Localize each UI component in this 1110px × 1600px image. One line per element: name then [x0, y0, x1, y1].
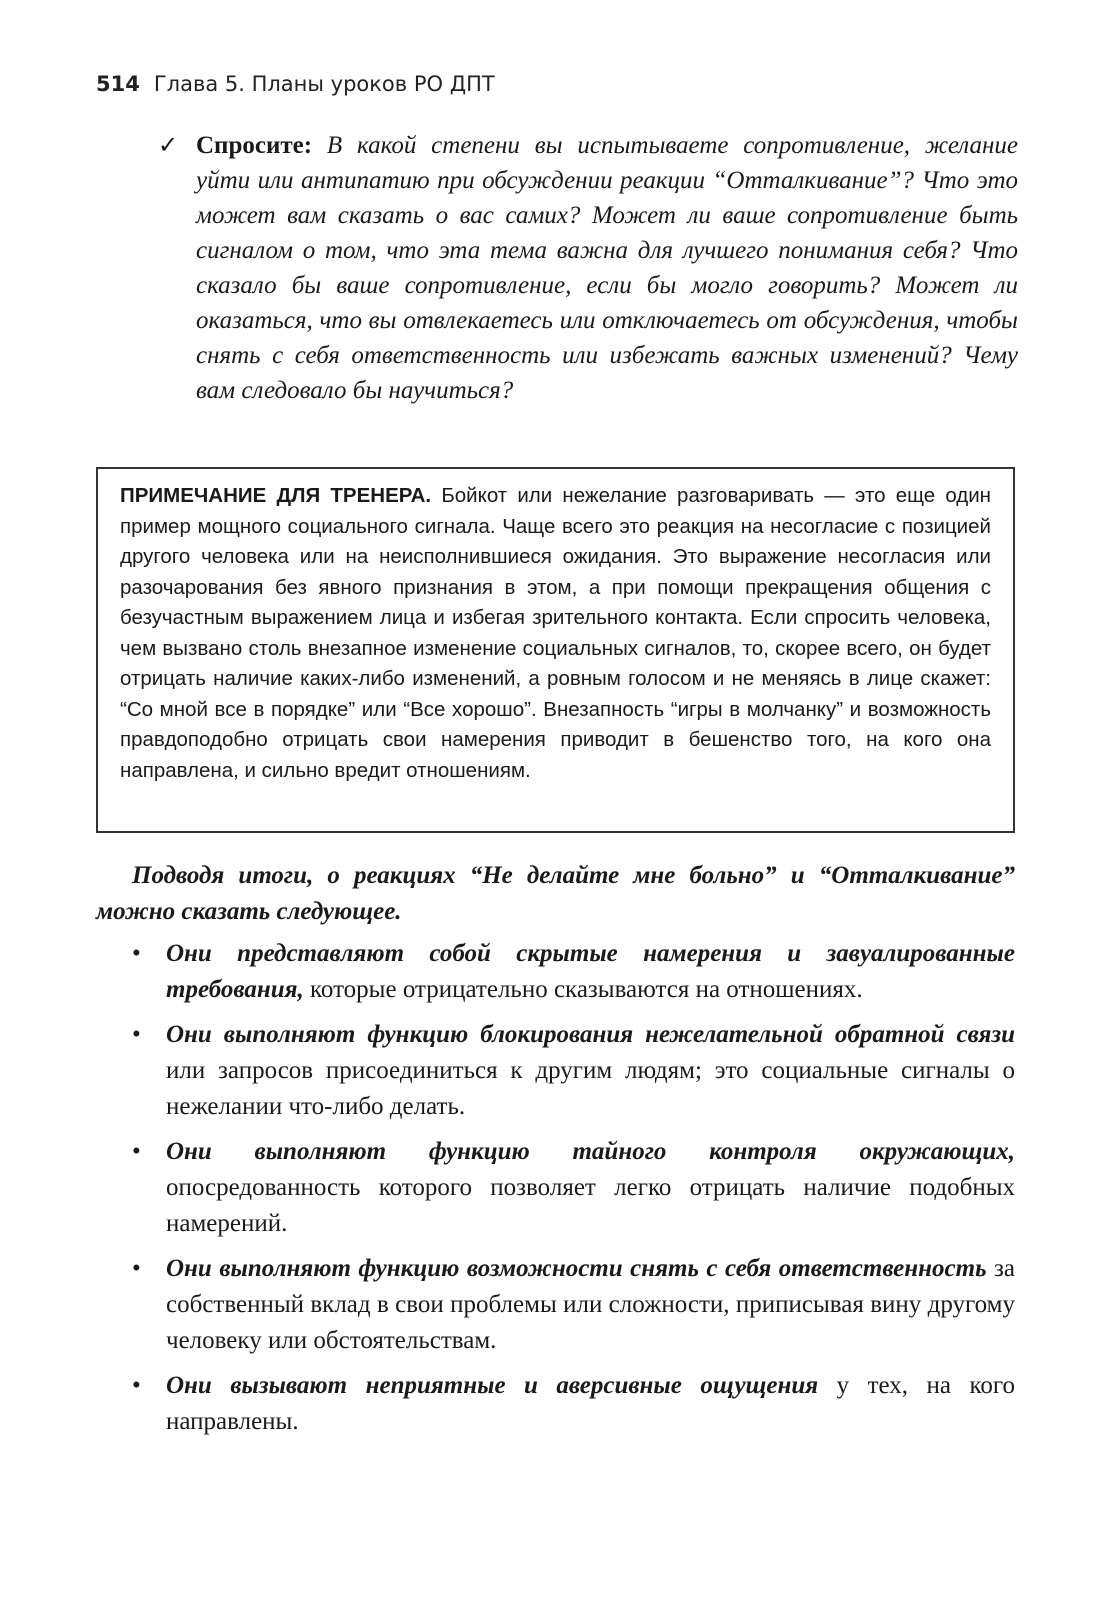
- list-item: [96, 1251, 1015, 1359]
- trainer-note-text: Бойкот или нежелание разговаривать — это еще один пример мощного социального сигнала. Чаще всего это реакция на несогласие с позицией другого человека или на неисполнившиеся ожидания. Это выражение несогласия или разочарования без явного признания в этом, а при помощи прекращения общения с безучастным выражением лица и избегая зрительного контакта. Если спросить человека, чем вызвано столь внезапное изменение социальных сигналов, то, скорее всего, он будет отрицать наличие каких-либо изменений, а ровным голосом и не меняясь в лице скажет: “Со мной все в порядке” или “Все хорошо”. Внезапность “игры в молчанку” и возможность правдоподобно отрицать свои намерения приводит в бешенство того, на кого она направлена, и сильно вредит отношениям.: [120, 484, 991, 782]
- ask-block: [158, 128, 1018, 408]
- running-title: Глава 5. Планы уроков РО ДПТ: [153, 72, 495, 96]
- list-item-emphasis: Они выполняют функцию блокирования нежелательной обратной связи: [166, 1021, 1015, 1048]
- list-item: [96, 1017, 1015, 1125]
- list-item-text: которые отрицательно сказываются на отношениях.: [303, 976, 863, 1003]
- ask-question-text: В какой степени вы испытываете сопротивление, желание уйти или антипатию при обсуждении реакции “Отталкивание”? Что это может вам сказать о вас самих? Может ли ваше сопротивление быть сигналом о том, что эта тема важна для лучшего понимания себя? Что сказало бы ваше сопротивление, если бы могло говорить? Может ли оказаться, что вы отвлекаетесь или отключаетесь от обсуждения, чтобы снять с себя ответственность или избежать важных изменений? Чему вам следовало бы научиться?: [196, 132, 1018, 404]
- list-item-text: у тех, на кого направлены.: [166, 1372, 1015, 1435]
- list-item-emphasis: Они представляют собой скрытые намерения и завуалированные требования,: [166, 940, 1015, 1003]
- list-item-emphasis: Они выполняют функцию возможности снять с себя ответственность: [166, 1255, 987, 1282]
- summary-section: [96, 858, 1015, 1449]
- summary-intro: Подводя итоги, о реакциях “Не делайте мне больно” и “Отталкивание” можно сказать следующее.: [96, 862, 1015, 925]
- ask-paragraph: [196, 128, 1018, 408]
- bullet-icon: •: [132, 1255, 141, 1282]
- trainer-note-box: [96, 467, 1015, 833]
- list-item-text: или запросов присоединиться к другим людям; это социальные сигналы о нежелании что-либо делать.: [166, 1057, 1015, 1120]
- list-item: [96, 1134, 1015, 1242]
- list-item: [96, 1368, 1015, 1440]
- list-item-text: за собственный вклад в свои проблемы или сложности, приписывая вину другому человеку или обстоятельствам.: [166, 1255, 1015, 1354]
- list-item-emphasis: Они выполняют функцию тайного контроля окружающих,: [166, 1138, 1015, 1165]
- list-item-emphasis: Они вызывают неприятные и аверсивные ощущения: [166, 1372, 819, 1399]
- bullet-icon: •: [132, 1372, 141, 1399]
- ask-label: Спросите:: [196, 132, 313, 159]
- trainer-note-label: ПРИМЕЧАНИЕ ДЛЯ ТРЕНЕРА.: [120, 484, 432, 507]
- page-number: 514: [96, 72, 140, 96]
- list-item-text: опосредованность которого позволяет легко отрицать наличие подобных намерений.: [166, 1174, 1015, 1237]
- summary-list: [96, 936, 1015, 1440]
- bullet-icon: •: [132, 1138, 141, 1165]
- running-header: [96, 72, 495, 96]
- bullet-icon: •: [132, 1021, 141, 1048]
- list-item: [96, 936, 1015, 1008]
- bullet-icon: •: [132, 940, 141, 967]
- checkmark-icon: ✓: [158, 131, 179, 159]
